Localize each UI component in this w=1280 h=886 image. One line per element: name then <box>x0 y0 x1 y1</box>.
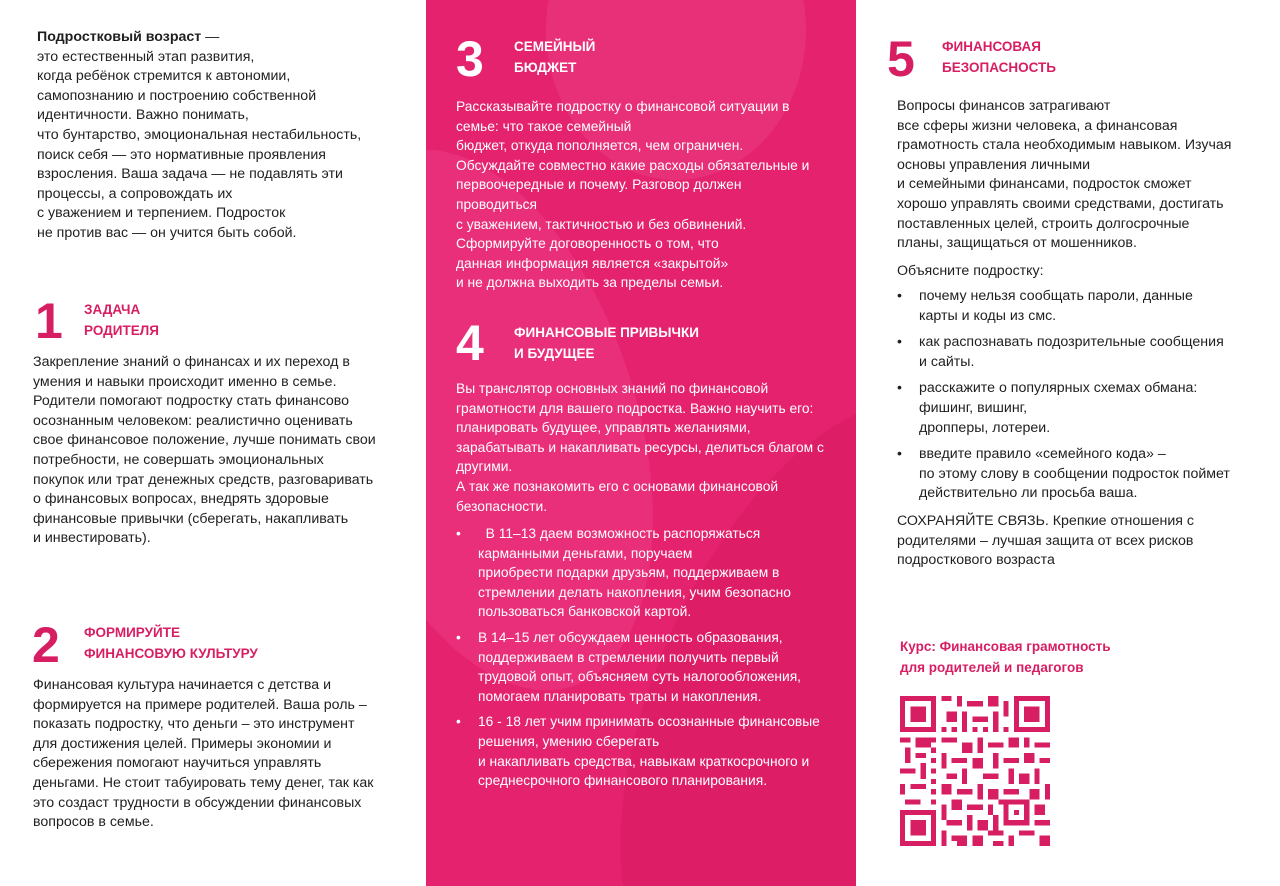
intro-paragraph: Подростковый возраст — это естественный этап развития, когда ребёнок стремится к автономии, самопознанию и построению собственной идентичности. Важно понимать, что бунтарство, эмоциональная нестабильность, поиск себя — это нормативные проявления взросления. Ваша задача — не подавлять эти процессы, а сопровождать их с уважением и терпением. Подросток не против вас — он учится быть собой. <box>37 29 362 241</box>
age-bullet-list <box>456 524 851 791</box>
section-body-4: Вы транслятор основных знаний по финансовой грамотности для вашего подростка. Важно научить его: планировать будущее, управлять желаниями, зарабатывать и накапливать ресурсы, делиться благом с другими. А так же познакомить его с основами финансовой безопасности. <box>456 381 824 514</box>
qr-code-icon[interactable] <box>900 696 1050 846</box>
middle-panel <box>426 0 856 886</box>
section-number-2: 2 <box>32 617 60 673</box>
intro-title: Подростковый возраст <box>37 29 202 45</box>
safety-bullet-list <box>897 287 1277 504</box>
list-item: • как распознавать подозрительные сообщения и сайты. <box>897 333 1277 372</box>
section-heading-2: ФОРМИРУЙТЕ ФИНАНСОВУЮ КУЛЬТУРУ <box>84 625 258 661</box>
section-body-3: Рассказывайте подростку о финансовой ситуации в семье: что такое семейный бюджет, откуда пополняется, чем ограничен. Обсуждайте совместно какие расходы обязательные и первоочередные и почему. Разговор должен проводиться с уважением, тактичностью и без обвинений. Сформируйте договоренность о том, что данная информация является «закрытой» и не должна выходить за пределы семьи. <box>456 99 810 291</box>
section-body-5: Вопросы финансов затрагивают все сферы жизни человека, а финансовая грамотность стала необходимым навыком. Изучая основы управления личными и семейными финансами, подросток сможет хорошо управлять своими средствами, достигать поставленных целей, строить долгосрочные планы, защищаться от мошенников. <box>897 98 1232 252</box>
list-item: • 16 - 18 лет учим принимать осознанные финансовые решения, умению сберегать и накапливать средства, навыкам краткосрочного и среднесрочного финансового планирования. <box>456 712 851 790</box>
section-body-1: Закрепление знаний о финансах и их переход в умения и навыки происходит именно в семье. Родители помогают подростку стать финансово осознанным человеком: реалистично оценивать свое финансовое положение, лучше понимать свои потребности, не совершать эмоциональных покупок или трат денежных средств, разговаривать о финансовых вопросах, внедрять здоровые финансовые привычки (сберегать, накапливать и инвестировать). <box>33 354 376 547</box>
left-panel <box>0 0 426 886</box>
section-heading-5: ФИНАНСОВАЯ БЕЗОПАСНОСТЬ <box>942 39 1056 75</box>
right-panel <box>856 0 1280 886</box>
section-number-5: 5 <box>887 31 915 87</box>
section-heading-4: ФИНАНСОВЫЕ ПРИВЫЧКИ И БУДУЩЕЕ <box>514 325 699 361</box>
explain-label: Объясните подростку: <box>897 263 1044 279</box>
list-item: • расскажите о популярных схемах обмана: фишинг, вишинг, дропперы, лотереи. <box>897 379 1277 438</box>
section-heading-1: ЗАДАЧА РОДИТЕЛЯ <box>84 302 159 338</box>
list-item: • В 11–13 даем возможность распоряжаться карманными деньгами, поручаем приобрести подарки друзьям, поддерживаем в стремлении делать накопления, учим безопасно пользоваться банковской картой. <box>456 524 851 622</box>
list-item: • почему нельзя сообщать пароли, данные карты и коды из смс. <box>897 287 1277 326</box>
list-item: • введите правило «семейного кода» – по этому слову в сообщении подросток поймет действительно ли просьба ваша. <box>897 445 1277 504</box>
section-number-3: 3 <box>456 31 484 87</box>
closing-paragraph: СОХРАНЯЙТЕ СВЯЗЬ. Крепкие отношения с родителями – лучшая защита от всех рисков подросткового возраста <box>897 513 1195 569</box>
list-item: • В 14–15 лет обсуждаем ценность образования, поддерживаем в стремлении получить первый трудовой опыт, объясняем суть налогообложения, помогаем планировать траты и накопления. <box>456 628 851 706</box>
course-title: Курс: Финансовая грамотность для родителей и педагогов <box>900 639 1111 675</box>
section-number-4: 4 <box>456 315 484 371</box>
section-body-2: Финансовая культура начинается с детства и формируется на примере родителей. Ваша роль – показать подростку, что деньги – это инструмент для достижения целей. Примеры экономии и сбережения помогают научиться управлять деньгами. Не стоит табуировать тему денег, так как это создаст трудности в обсуждении финансовых вопросов в семье. <box>33 677 374 831</box>
section-heading-3: СЕМЕЙНЫЙ БЮДЖЕТ <box>514 39 596 75</box>
section-number-1: 1 <box>35 293 63 349</box>
